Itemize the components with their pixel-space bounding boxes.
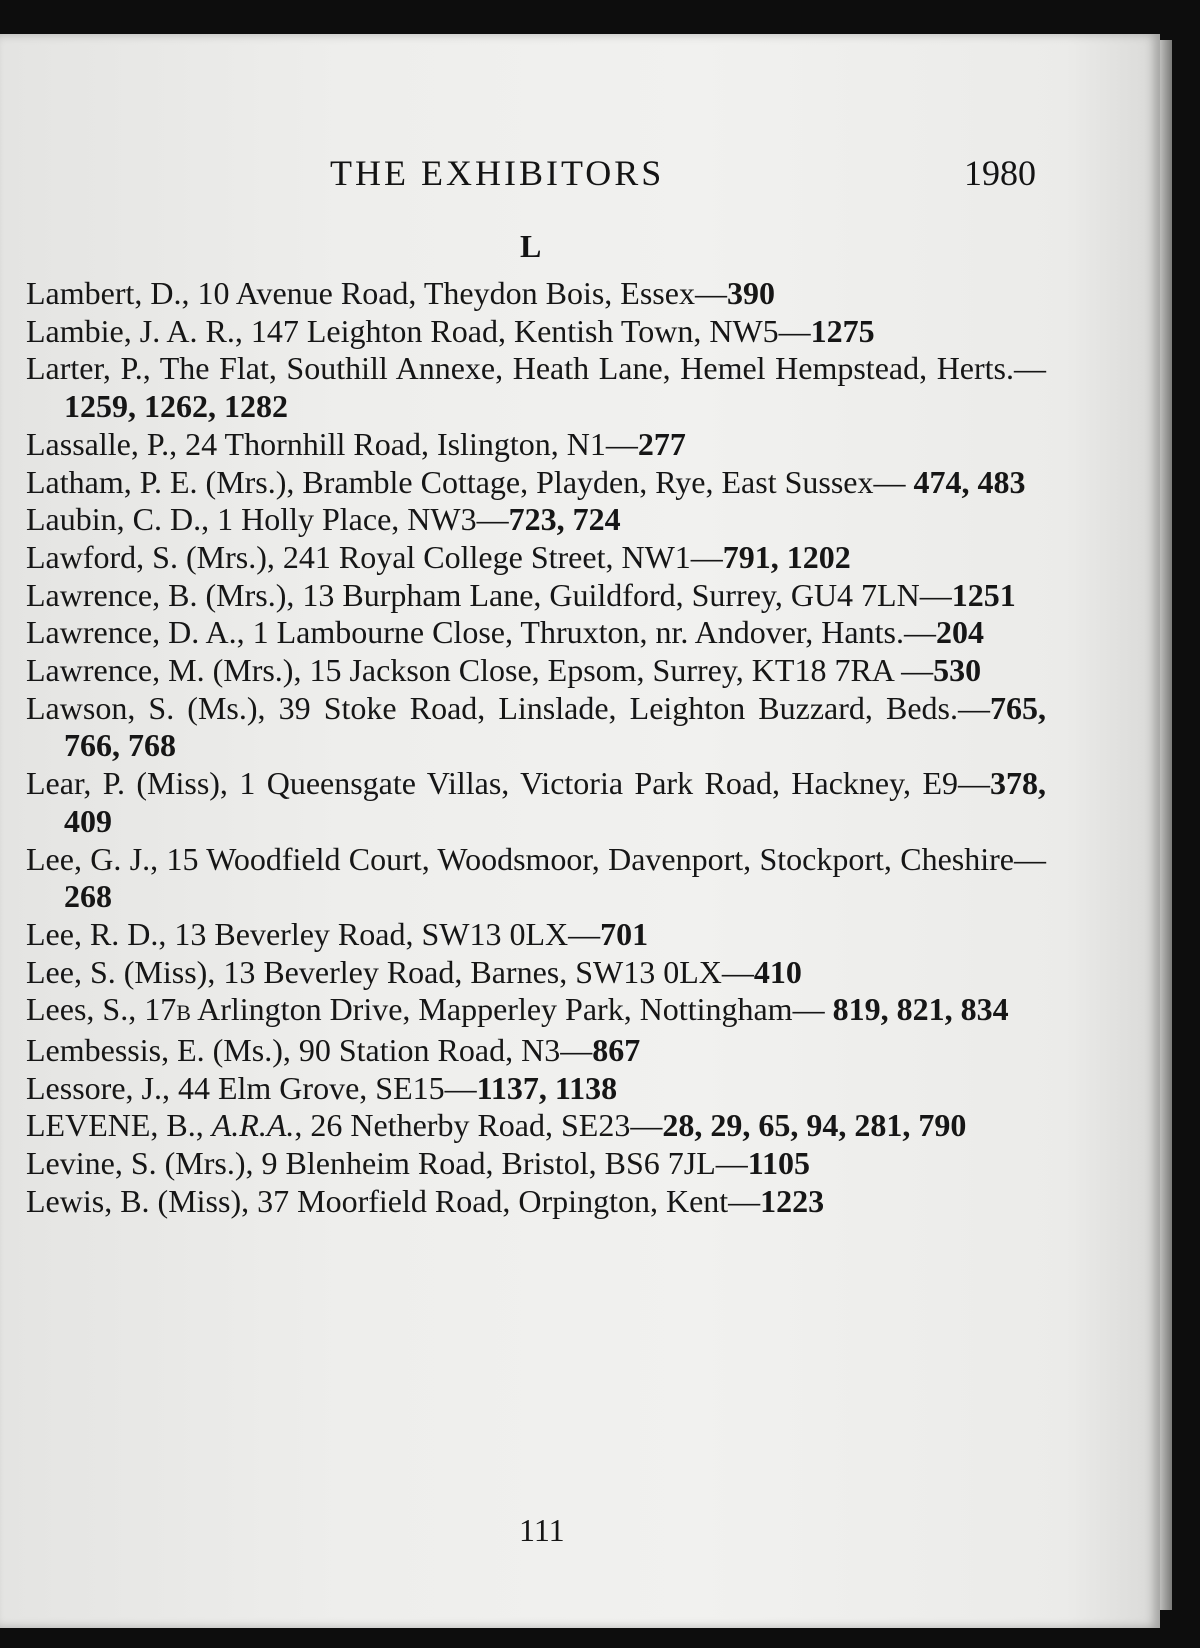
list-item: Lambert, D., 10 Avenue Road, Theydon Bois, Essex—390	[26, 275, 775, 311]
list-item: Lawford, S. (Mrs.), 241 Royal College Street, NW1—791, 1202	[26, 538, 851, 575]
list-item: Latham, P. E. (Mrs.), Bramble Cottage, Playden, Rye, East Sussex— 474, 483	[26, 463, 1026, 500]
list-item: Larter, P., The Flat, Southill Annexe, Heath Lane, Hemel Hempstead, Herts.—1259, 1262, 1282	[26, 350, 1046, 425]
section-letter: L	[520, 228, 542, 264]
list-item: Laubin, C. D., 1 Holly Place, NW3—723, 724	[26, 501, 621, 538]
header-year: 1980	[964, 153, 1036, 193]
list-item: Lee, S. (Miss), 13 Beverley Road, Barnes, SW13 0LX—410	[26, 953, 802, 990]
list-item: Lambie, J. A. R., 147 Leighton Road, Kentish Town, NW5—1275	[26, 312, 875, 349]
list-item: Lawrence, M. (Mrs.), 15 Jackson Close, Epsom, Surrey, KT18 7RA —530	[26, 652, 982, 689]
list-item: Lassalle, P., 24 Thornhill Road, Islington, N1—277	[26, 425, 686, 462]
list-item: Lee, R. D., 13 Beverley Road, SW13 0LX—701	[26, 915, 649, 952]
list-item: LEVENE, B., A.R.A., 26 Netherby Road, SE23—28, 29, 65, 94, 281, 790	[26, 1107, 967, 1144]
list-item: Levine, S. (Mrs.), 9 Blenheim Road, Bristol, BS6 7JL—1105	[26, 1145, 810, 1182]
list-item: Lessore, J., 44 Elm Grove, SE15—1137, 1138	[26, 1069, 618, 1106]
list-item: Lawrence, D. A., 1 Lambourne Close, Thruxton, nr. Andover, Hants.—204	[26, 614, 984, 651]
list-item: Lee, G. J., 15 Woodfield Court, Woodsmoor, Davenport, Stockport, Cheshire—268	[26, 840, 1046, 915]
list-item: Lewis, B. (Miss), 37 Moorfield Road, Orpington, Kent—1223	[26, 1182, 825, 1219]
running-header	[0, 152, 1160, 202]
book-page	[0, 34, 1160, 1628]
list-item: Lembessis, E. (Ms.), 90 Station Road, N3—867	[26, 1032, 641, 1069]
page-edge	[1160, 40, 1172, 1610]
exhibitor-list	[26, 275, 1046, 1221]
list-item: Lear, P. (Miss), 1 Queensgate Villas, Victoria Park Road, Hackney, E9—378, 409	[26, 765, 1046, 839]
list-item: Lawson, S. (Ms.), 39 Stoke Road, Linslade, Leighton Buzzard, Beds.—765, 766, 768	[26, 689, 1046, 764]
page-number: 111	[519, 1512, 565, 1548]
list-item: Lawrence, B. (Mrs.), 13 Burpham Lane, Guildford, Surrey, GU4 7LN—1251	[26, 576, 1016, 613]
header-title: THE EXHIBITORS	[330, 153, 665, 193]
list-item: Lees, S., 17B Arlington Drive, Mapperley Park, Nottingham— 819, 821, 834	[26, 991, 1009, 1028]
